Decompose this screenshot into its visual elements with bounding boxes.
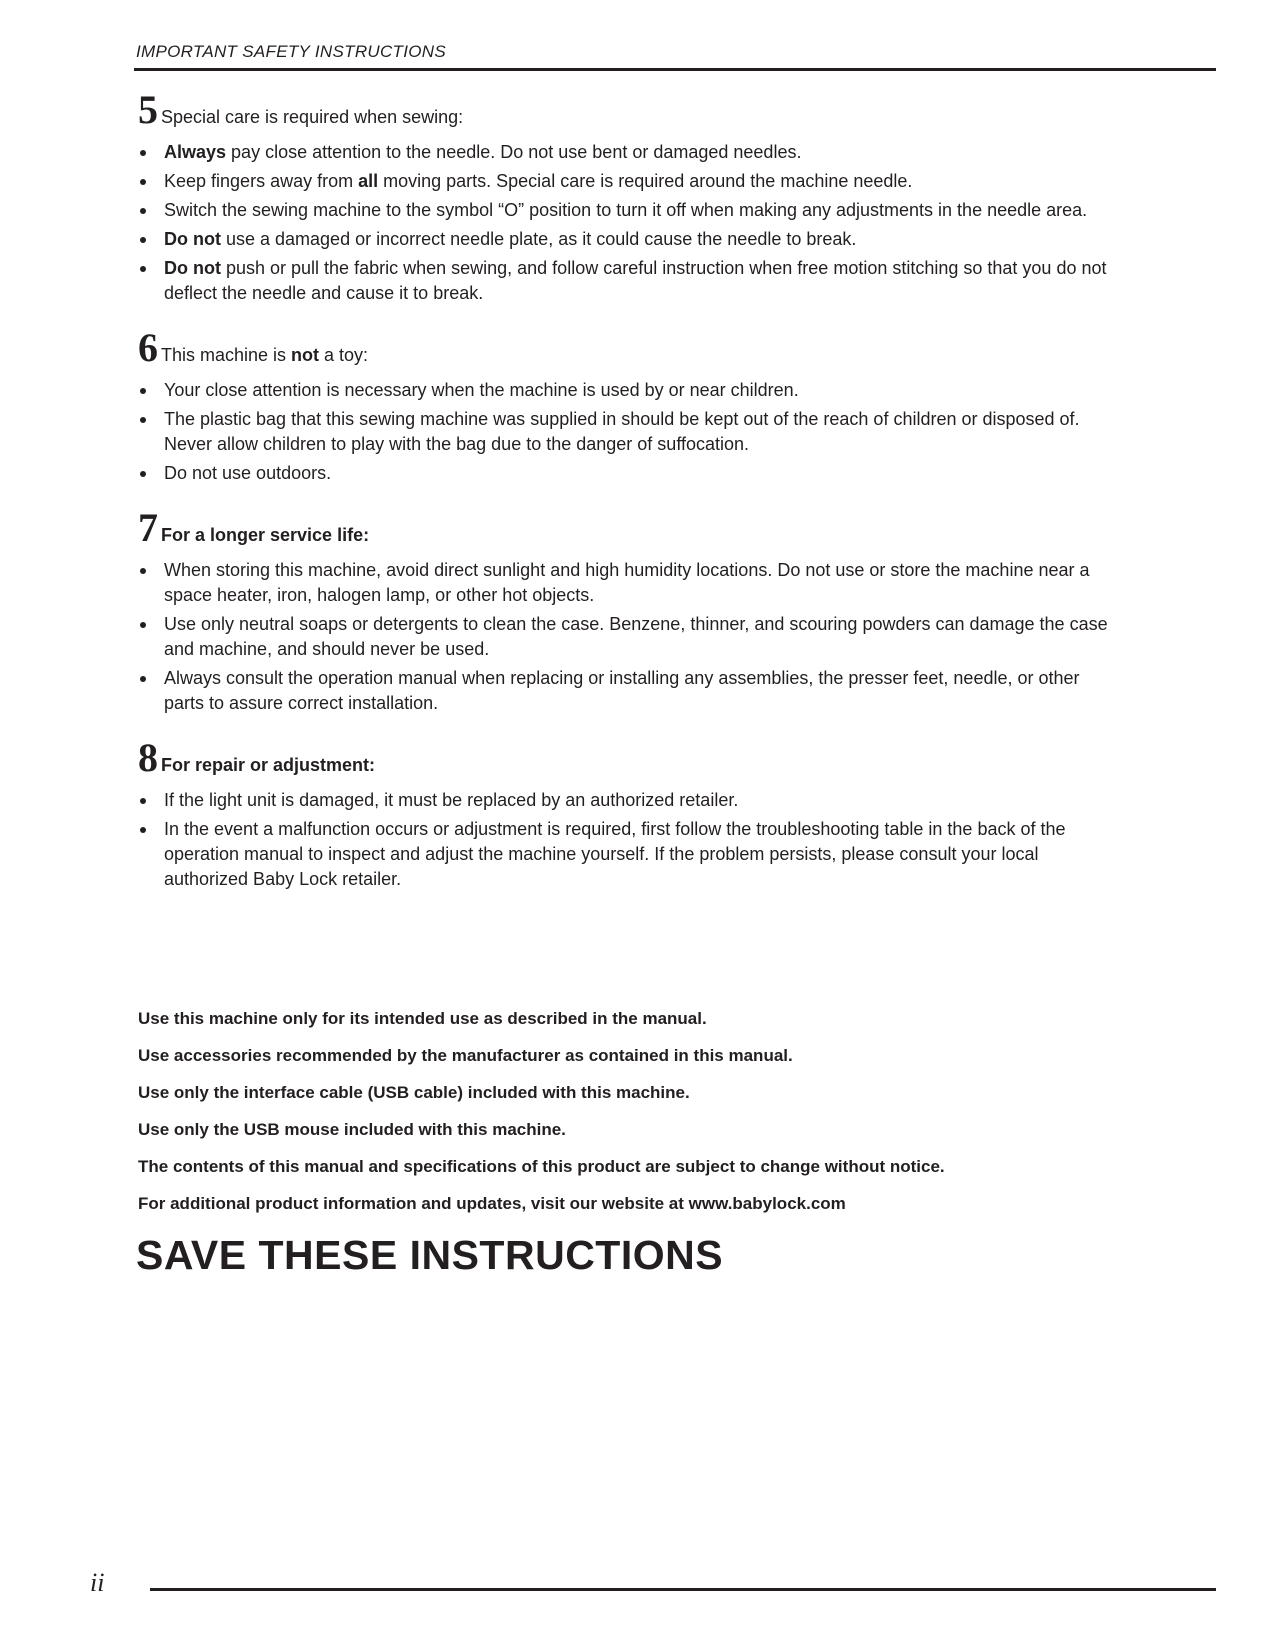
bullet-list <box>138 140 1118 306</box>
bullet-item: Always consult the operation manual when replacing or installing any assemblies, the presser feet, needle, or other parts to assure correct installation. <box>138 666 1118 716</box>
section-8 <box>138 735 1118 892</box>
safety-sections <box>138 87 1118 914</box>
emphasis-text: Always <box>164 142 227 162</box>
bullet-item: The plastic bag that this sewing machine was supplied in should be kept out of the reach of children or disposed of. Never allow children to play with the bag due to the danger of suffocation. <box>138 407 1118 457</box>
bullet-list <box>138 378 1118 486</box>
bullet-item: Keep fingers away from all moving parts. Special care is required around the machine needle. <box>138 169 1118 194</box>
emphasis-text: all <box>358 171 379 191</box>
notice-line: Use this machine only for its intended use as described in the manual. <box>138 1009 707 1028</box>
section-heading-text: This machine is not a toy: <box>161 345 369 365</box>
bullet-item: Always pay close attention to the needle. Do not use bent or damaged needles. <box>138 140 1118 165</box>
emphasis-text: not <box>291 345 320 365</box>
bullet-list <box>138 558 1118 716</box>
section-heading-text: For a longer service life: <box>161 525 370 545</box>
emphasis-text: Do not <box>164 258 221 278</box>
bullet-item: In the event a malfunction occurs or adjustment is required, first follow the troubleshooting table in the back of the operation manual to inspect and adjust the machine yourself. If the problem persists, please consult your local authorized Baby Lock retailer. <box>138 817 1118 892</box>
bullet-item: Do not use outdoors. <box>138 461 1118 486</box>
bullet-item: Switch the sewing machine to the symbol “O” position to turn it off when making any adjustments in the needle area. <box>138 198 1118 223</box>
bullet-list <box>138 788 1118 892</box>
bullet-item: Your close attention is necessary when the machine is used by or near children. <box>138 378 1118 403</box>
bullet-item: Do not use a damaged or incorrect needle plate, as it could cause the needle to break. <box>138 227 1118 252</box>
section-number: 6 <box>138 325 158 370</box>
notices-list <box>138 1008 1138 1230</box>
notice-line: For additional product information and updates, visit our website at www.babylock.com <box>138 1194 846 1213</box>
section-number: 8 <box>138 735 158 780</box>
emphasis-text: Do not <box>164 229 221 249</box>
bullet-item: When storing this machine, avoid direct sunlight and high humidity locations. Do not use or store the machine near a space heater, iron, halogen lamp, or other hot objects. <box>138 558 1118 608</box>
notice-line: Use accessories recommended by the manufacturer as contained in this manual. <box>138 1046 793 1065</box>
section-heading <box>138 87 1118 132</box>
notice-line: Use only the USB mouse included with this machine. <box>138 1120 566 1139</box>
section-heading <box>138 325 1118 370</box>
notice-line: Use only the interface cable (USB cable) included with this machine. <box>138 1083 690 1102</box>
section-heading <box>138 735 1118 780</box>
section-5 <box>138 87 1118 306</box>
section-number: 7 <box>138 505 158 550</box>
header-rule <box>134 68 1216 71</box>
section-7 <box>138 505 1118 716</box>
save-instructions-title: SAVE THESE INSTRUCTIONS <box>136 1232 724 1278</box>
bullet-item: If the light unit is damaged, it must be replaced by an authorized retailer. <box>138 788 1118 813</box>
page-number: ii <box>90 1568 105 1597</box>
section-6 <box>138 325 1118 486</box>
section-number: 5 <box>138 87 158 132</box>
section-heading <box>138 505 1118 550</box>
footer-rule <box>150 1588 1216 1591</box>
section-heading-text: For repair or adjustment: <box>161 755 376 775</box>
bullet-item: Do not push or pull the fabric when sewing, and follow careful instruction when free motion stitching so that you do not deflect the needle and cause it to break. <box>138 256 1118 306</box>
header-title: IMPORTANT SAFETY INSTRUCTIONS <box>136 42 447 61</box>
bullet-item: Use only neutral soaps or detergents to clean the case. Benzene, thinner, and scouring powders can damage the case and machine, and should never be used. <box>138 612 1118 662</box>
notice-line: The contents of this manual and specifications of this product are subject to change without notice. <box>138 1157 945 1176</box>
section-heading-text: Special care is required when sewing: <box>161 107 464 127</box>
